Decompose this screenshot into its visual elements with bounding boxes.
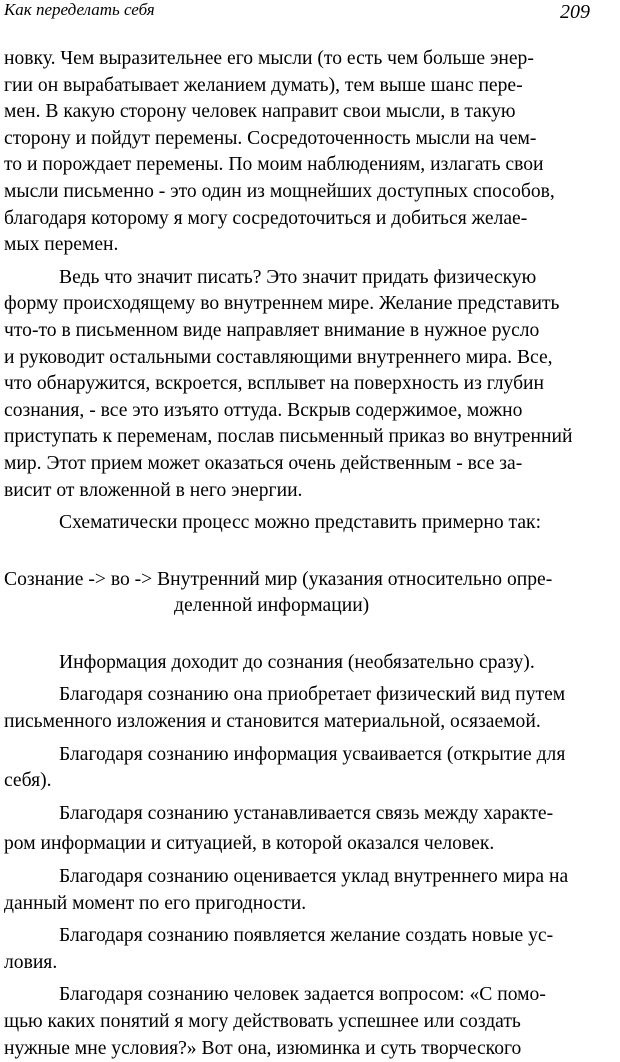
text-line: то и порождает перемены. По моим наблюдениям, излагать свои xyxy=(4,154,544,176)
paragraph-5 xyxy=(4,682,615,735)
paragraph-9 xyxy=(4,923,615,976)
scheme-line: Сознание -> во -> Внутренний мир (указания относительно опре- xyxy=(4,568,553,590)
text-line: ловия. xyxy=(4,951,58,973)
paragraph-8 xyxy=(4,864,615,917)
text-line: приступать к переменам, послав письменный приказ во внутренний xyxy=(4,426,573,448)
text-line: сторону и пойдут перемены. Сосредоточенность мысли на чем- xyxy=(4,127,537,149)
scheme-line: деленной информации) xyxy=(174,595,370,617)
paragraph-4 xyxy=(4,650,615,677)
text-line: висит от вложенной в него энергии. xyxy=(4,479,303,501)
text-line: что обнаружится, вскроется, всплывет на поверхность из глубин xyxy=(4,373,545,395)
text-line: себя). xyxy=(4,770,52,792)
paragraph-6 xyxy=(4,742,615,795)
paragraph-1 xyxy=(4,46,615,259)
text-line: Благодаря сознанию устанавливается связь между характе- xyxy=(59,802,554,824)
text-line: сознания, - все это изъято оттуда. Вскрыв содержимое, можно xyxy=(4,399,523,421)
body-text xyxy=(4,46,615,1062)
text-line: Схематически процесс можно представить примерно так: xyxy=(59,512,542,534)
text-line: Благодаря сознанию появляется желание создать новые ус- xyxy=(59,925,554,947)
text-line: что-то в письменном виде направляет внимание в нужное русло xyxy=(4,319,540,341)
text-line: и руководит остальными составляющими внутреннего мира. Все, xyxy=(4,346,553,368)
text-line: мысли письменно - это один из мощнейших доступных способов, xyxy=(4,180,555,202)
text-line: ром информации и ситуацией, в которой оказался человек. xyxy=(4,833,495,855)
paragraph-10 xyxy=(4,982,615,1062)
text-line: Благодаря сознанию человек задается вопросом: «С помо- xyxy=(59,984,546,1006)
text-line: данный момент по его пригодности. xyxy=(4,892,307,914)
text-line: Благодаря сознанию информация усваивается (открытие для xyxy=(59,743,566,765)
text-line: Благодаря сознанию оценивается уклад внутреннего мира на xyxy=(59,866,569,888)
text-line: письменного изложения и становится материальной, осязаемой. xyxy=(4,711,541,733)
text-line: Информация доходит до сознания (необязательно сразу). xyxy=(59,651,535,673)
text-line: гии он вырабатывает желанием думать), тем выше шанс пере- xyxy=(4,74,523,96)
paragraph-7 xyxy=(4,801,615,858)
text-line: новку. Чем выразительнее его мысли (то есть чем больше энер- xyxy=(4,48,534,69)
paragraph-2 xyxy=(4,265,615,504)
running-head: Как переделать себя xyxy=(4,0,155,19)
text-line: мен. В какую сторону человек направит свои мысли, в такую xyxy=(4,101,516,123)
text-line: нужные мне условия?» Вот она, изюминка и суть творческого xyxy=(4,1037,522,1059)
text-line: Ведь что значит писать? Это значит придать физическую xyxy=(59,266,537,288)
text-line: мир. Этот прием может оказаться очень действенным - все за- xyxy=(4,452,523,474)
text-line: форму происходящему во внутреннем мире. Желание представить xyxy=(4,293,560,315)
text-line: благодаря которому я могу сосредоточиться и добиться желае- xyxy=(4,207,528,229)
text-line: щью каких понятий я могу действовать успешнее или создать xyxy=(4,1011,521,1032)
page-number: 209 xyxy=(560,1,590,23)
text-line: мых перемен. xyxy=(4,234,119,256)
paragraph-3 xyxy=(4,510,615,537)
text-line: Благодаря сознанию она приобретает физический вид путем xyxy=(59,684,566,706)
process-scheme xyxy=(4,567,615,620)
